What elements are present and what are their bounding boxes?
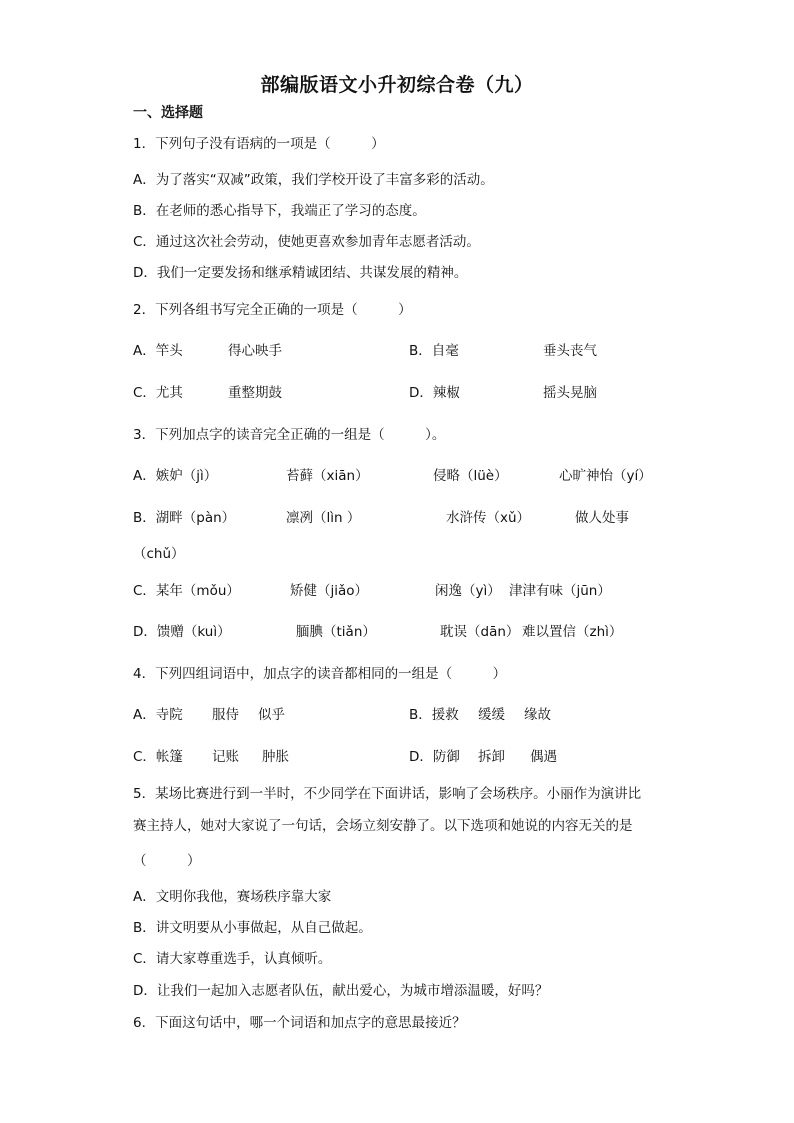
q3-d-4: 难以置信（zhì） <box>522 624 623 640</box>
q5-stem-line-3: （ ） <box>133 853 201 869</box>
page-title: 部编版语文小升初综合卷（九） <box>260 74 534 96</box>
q3-d-1: D．馈赠（kuì） <box>133 624 231 640</box>
q2-option-d-label: D．辣椒 <box>409 385 460 401</box>
q2-option-b-label: B．自毫 <box>409 343 459 359</box>
q1-option-c: C．通过这次社会劳动，使她更喜欢参加青年志愿者活动。 <box>133 234 480 250</box>
q1-option-a: A．为了落实“双减”政策，我们学校开设了丰富多彩的活动。 <box>133 172 494 188</box>
q4-d-2: 拆卸 <box>478 749 505 765</box>
q4-b-2: 缓缓 <box>478 707 505 723</box>
q1-option-d: D．我们一定要发扬和继承精诚团结、共谋发展的精神。 <box>133 265 468 281</box>
q3-d-2: 腼腆（tiǎn） <box>296 624 376 640</box>
q3-a-2: 苔藓（xiān） <box>286 468 369 484</box>
q5-option-a: A．文明你我他，赛场秩序靠大家 <box>133 889 332 905</box>
q2-option-b-word: 垂头丧气 <box>543 343 597 359</box>
q2-option-a-word: 得心映手 <box>228 343 282 359</box>
q5-option-d: D．让我们一起加入志愿者队伍，献出爱心，为城市增添温暖，好吗？ <box>133 983 549 999</box>
q4-c-2: 记账 <box>212 749 239 765</box>
section-heading: 一、选择题 <box>133 105 203 121</box>
q3-a-4: 心旷神怡（yí） <box>559 468 652 484</box>
q2-option-a-label: A．竿头 <box>133 343 183 359</box>
q2-option-d-word: 摇头晃脑 <box>543 385 597 401</box>
q4-d-1: D．防御 <box>409 749 460 765</box>
q3-c-4: 津津有味（jūn） <box>509 583 611 599</box>
q4-d-3: 偶遇 <box>530 749 557 765</box>
q3-a-1: A．嫉妒（jì） <box>133 468 218 484</box>
q4-a-1: A．寺院 <box>133 707 183 723</box>
q1-stem: 1．下列句子没有语病的一项是（ ） <box>133 136 385 152</box>
q3-a-3: 侵略（lüè） <box>433 468 508 484</box>
q3-c-3: 闲逸（yì） <box>435 583 501 599</box>
q5-option-b: B．讲文明要从小事做起，从自己做起。 <box>133 920 372 936</box>
q5-stem-line-2: 赛主持人，她对大家说了一句话，会场立刻安静了。以下选项和她说的内容无关的是 <box>133 818 633 834</box>
q2-option-c-label: C．尤其 <box>133 385 183 401</box>
q4-c-1: C．帐篷 <box>133 749 183 765</box>
q2-stem: 2．下列各组书写完全正确的一项是（ ） <box>133 302 412 318</box>
q5-stem-line-1: 5．某场比赛进行到一半时，不少同学在下面讲话，影响了会场秩序。小丽作为演讲比 <box>133 786 642 802</box>
q4-b-3: 缘故 <box>524 707 551 723</box>
q4-b-1: B．援救 <box>409 707 459 723</box>
q3-b-wrap: （chǔ） <box>133 546 185 562</box>
q3-b-2: 凛冽（lìn ） <box>286 510 361 526</box>
q3-stem: 3．下列加点字的读音完全正确的一组是（ ）。 <box>133 427 446 443</box>
q4-a-3: 似乎 <box>258 707 285 723</box>
q4-c-3: 肿胀 <box>262 749 289 765</box>
q2-option-c-word: 重整期鼓 <box>228 385 282 401</box>
q3-b-4: 做人处事 <box>575 510 629 526</box>
q4-stem: 4．下列四组词语中，加点字的读音都相同的一组是（ ） <box>133 666 507 682</box>
q3-d-3: 耽误（dān） <box>440 624 520 640</box>
q3-b-3: 水浒传（xǔ） <box>446 510 531 526</box>
q6-stem: 6．下面这句话中，哪一个词语和加点字的意思最接近？ <box>133 1015 466 1031</box>
q3-c-2: 矫健（jiǎo） <box>290 583 369 599</box>
q3-b-1: B．湖畔（pàn） <box>133 510 236 526</box>
q5-option-c: C．请大家尊重选手，认真倾听。 <box>133 951 332 967</box>
q1-option-b: B．在老师的悉心指导下，我端正了学习的态度。 <box>133 203 426 219</box>
q3-c-1: C．某年（mǒu） <box>133 583 240 599</box>
q4-a-2: 服侍 <box>212 707 239 723</box>
